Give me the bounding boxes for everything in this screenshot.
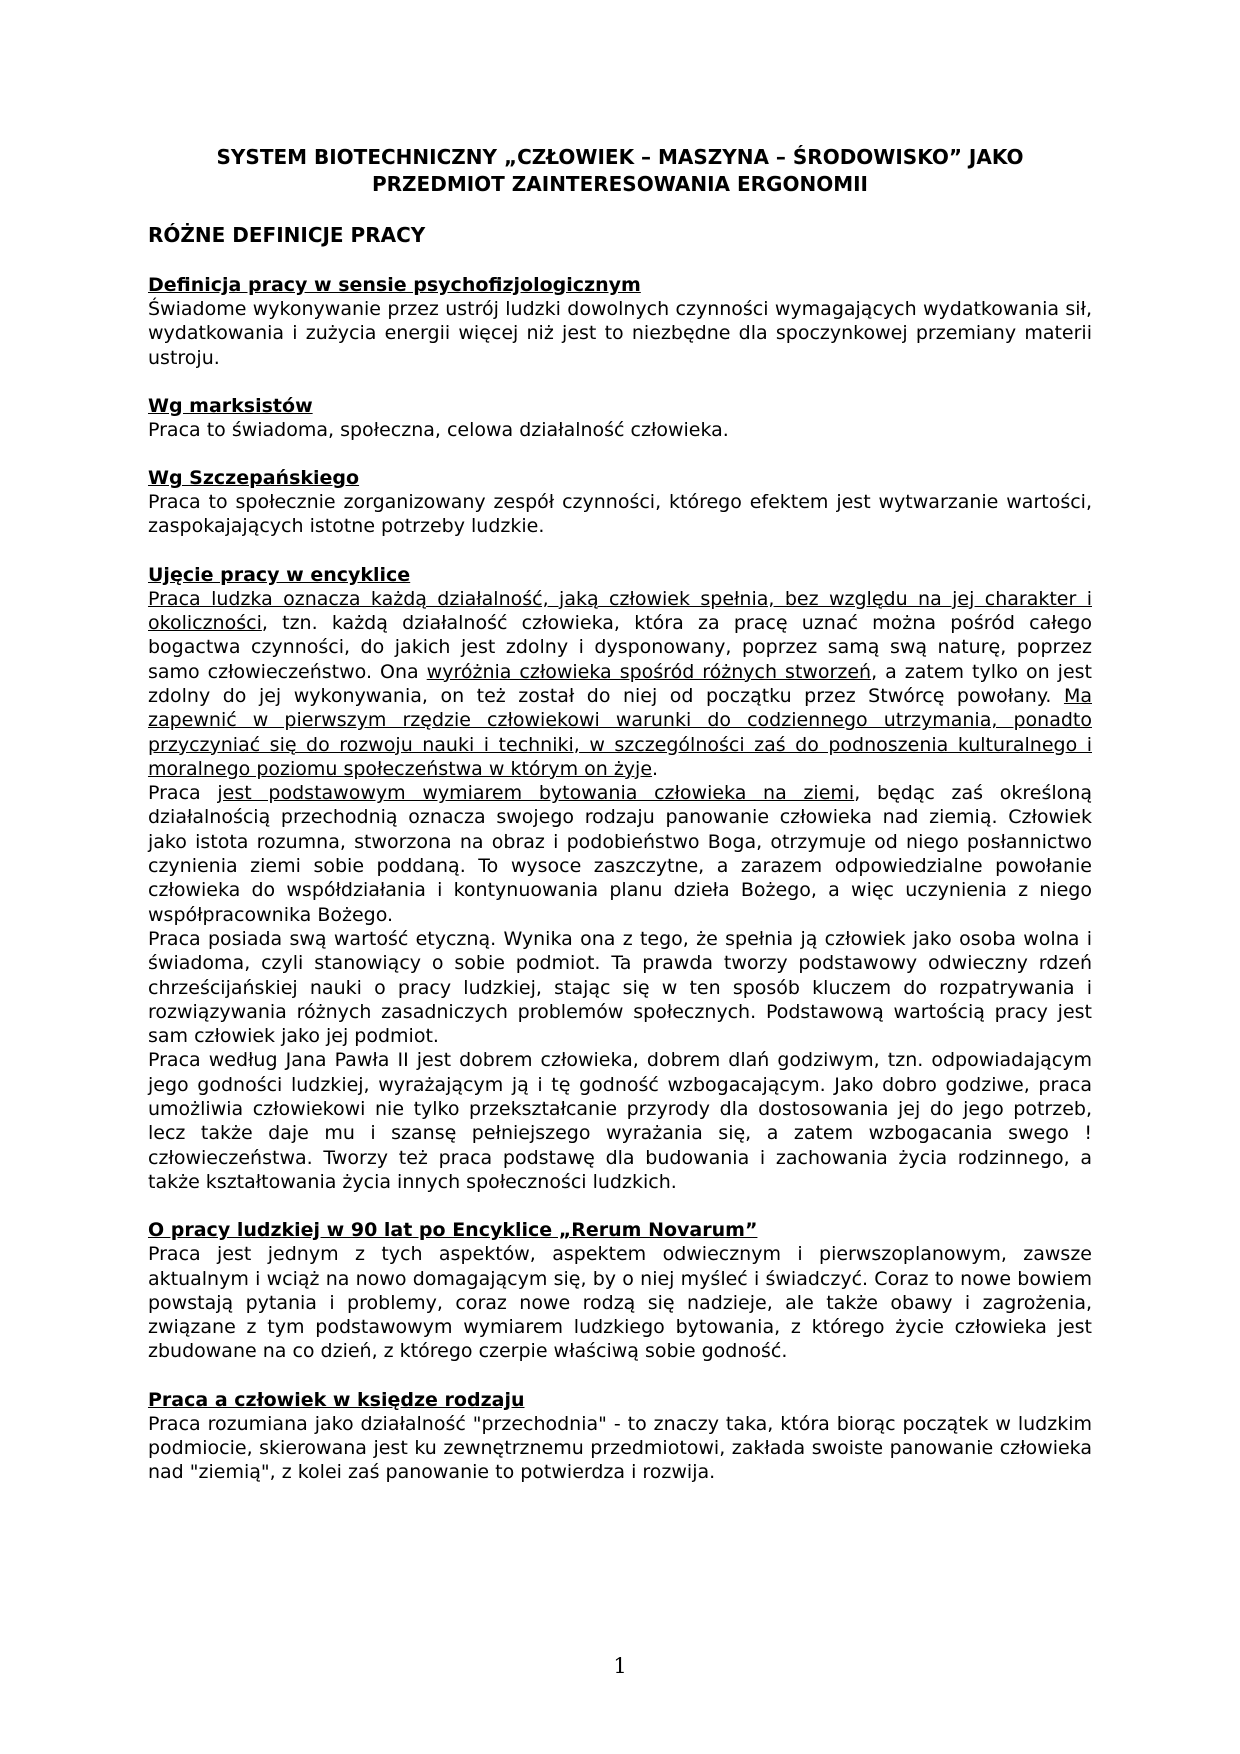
underlined-text: jest podstawowym wymiarem bytowania człowieka na ziemi <box>217 782 855 805</box>
underlined-text: Ma zapewnić w pierwszym rzędzie człowiekowi warunki do codziennego utrzymania, ponadto przyczyniać się do rozwoju nauki i techniki, w szczególności zaś do podnoszenia kulturalnego i moralnego poziomu społeczeństwa w którym on żyje <box>148 684 1092 780</box>
paragraph-marxists: Praca to świadoma, społeczna, celowa działalność człowieka. <box>148 418 729 441</box>
document-title <box>148 144 1092 198</box>
paragraph-genesis: Praca rozumiana jako działalność "przechodnia" - to znaczy taka, która biorąc początek w ludzkim podmiocie, skierowana jest ku zewnętrznemu przedmiotowi, zakłada swoiste panowanie człowieka nad "ziemią", z kolei zaś panowanie to potwierdza i rozwija. <box>148 1412 1092 1484</box>
section-heading: RÓŻNE DEFINICJE PRACY <box>148 223 426 247</box>
text: . <box>652 757 659 780</box>
heading-encyclical: Ujęcie pracy w encyklice <box>148 563 411 586</box>
text: , a zatem tylko on jest zdolny do jej wykonywania, on też został do niej od początku przez Stwórcę powołany. <box>148 660 1092 707</box>
heading-szczepanski: Wg Szczepańskiego <box>148 467 360 490</box>
paragraph-psychophysiological: Świadome wykonywanie przez ustrój ludzki dowolnych czynności wymagających wydatkowania sił, wydatkowania i zużycia energii więcej niż jest to niezbędne dla spoczynkowej przemiany materii ustroju. <box>148 298 1092 369</box>
paragraph-encyclical-2 <box>148 781 1092 927</box>
text: , tzn. każdą działalność człowieka, która za pracę uznać można pośród całego bogactwa czynności, do jakich jest zdolny i dysponowany, poprzez samą swą naturę, poprzez samo człowieczeństwo. Ona <box>148 612 1092 683</box>
heading-marxists: Wg marksistów <box>148 394 313 417</box>
document-page <box>148 130 1092 1485</box>
section-szczepanski <box>148 466 1092 539</box>
section-encyclical <box>148 563 1092 1194</box>
section-marxists <box>148 394 1092 442</box>
paragraph-encyclical-4: Praca według Jana Pawła II jest dobrem człowieka, dobrem dlań godziwym, tzn. odpowiadającym jego godności ludzkiej, wyrażającym ją i tę godność wzbogacającym. Jako dobro godziwe, praca umożliwia człowiekowi nie tylko przekształcanie przyrody dla dostosowania jej do jego potrzeb, lecz także daje mu i szansę pełniejszego wyrażania się, a zatem wzbogacania swego ! człowieczeństwa. Tworzy też praca podstawę dla budowania i zachowania życia rodzinnego, a także kształtowania życia innych społeczności ludzkich. <box>148 1049 1092 1193</box>
underlined-text: Praca ludzka oznacza każdą działalność, jaką człowiek spełnia, bez względu na jej charakter i okoliczności <box>148 587 1092 635</box>
title-line-2: PRZEDMIOT ZAINTERESOWANIA ERGONOMII <box>372 172 868 196</box>
underlined-text: wyróżnia człowieka spośród różnych stworzeń <box>426 660 872 683</box>
heading-psychophysiological: Definicja pracy w sensie psychofizjologicznym <box>148 274 641 296</box>
text: Praca <box>148 782 218 805</box>
heading-rerum-novarum: O pracy ludzkiej w 90 lat po Encyklice „Rerum Novarum” <box>148 1219 758 1242</box>
paragraph-encyclical-1 <box>148 587 1092 781</box>
paragraph-encyclical-3: Praca posiada swą wartość etyczną. Wynika ona z tego, że spełnia ją człowiek jako osoba wolna i świadoma, czyli stanowiący o sobie podmiot. Ta prawda tworzy podstawowy odwieczny rdzeń chrześcijańskiej nauki o pracy ludzkiej, stając się w ten sposób kluczem do rozpatrywania i rozwiązywania różnych zasadniczych problemów społecznych. Podstawową wartością pracy jest sam człowiek jako jej podmiot. <box>148 927 1092 1048</box>
text: , będąc zaś określoną działalnością przechodnią oznacza swojego rodzaju panowanie człowieka nad ziemią. Człowiek jako istota rozumna, stworzona na obraz i podobieństwo Boga, otrzymuje od niego posłannictwo czynienia ziemi sobie poddaną. To wysoce zaszczytne, a zarazem odpowiedzialne powołanie człowieka do współdziałania i kontynuowania planu dzieła Bożego, a więc uczynienia z niego współpracownika Bożego. <box>148 782 1092 926</box>
paragraph-szczepanski: Praca to społecznie zorganizowany zespół czynności, którego efektem jest wytwarzanie wartości, zaspokajających istotne potrzeby ludzkie. <box>148 491 1092 538</box>
section-rerum-novarum <box>148 1218 1092 1363</box>
paragraph-rerum-novarum: Praca jest jednym z tych aspektów, aspektem odwiecznym i pierwszoplanowym, zawsze aktualnym i wciąż na nowo domagającym się, by o niej myśleć i świadczyć. Coraz to nowe bowiem powstają pytania i problemy, coraz nowe rodzą się nadzieje, ale także obawy i zagrożenia, związane z tym podstawowym wymiarem ludzkiego bytowania, z którego życie człowieka jest zbudowane na co dzień, z którego czerpie właściwą sobie godność. <box>148 1243 1092 1363</box>
title-line-1: SYSTEM BIOTECHNICZNY „CZŁOWIEK – MASZYNA – ŚRODOWISKO” JAKO <box>216 145 1024 169</box>
page-number: 1 <box>613 1654 627 1678</box>
heading-genesis: Praca a człowiek w księdze rodzaju <box>148 1388 525 1411</box>
section-genesis <box>148 1388 1092 1485</box>
section-psychophysiological <box>148 273 1092 370</box>
